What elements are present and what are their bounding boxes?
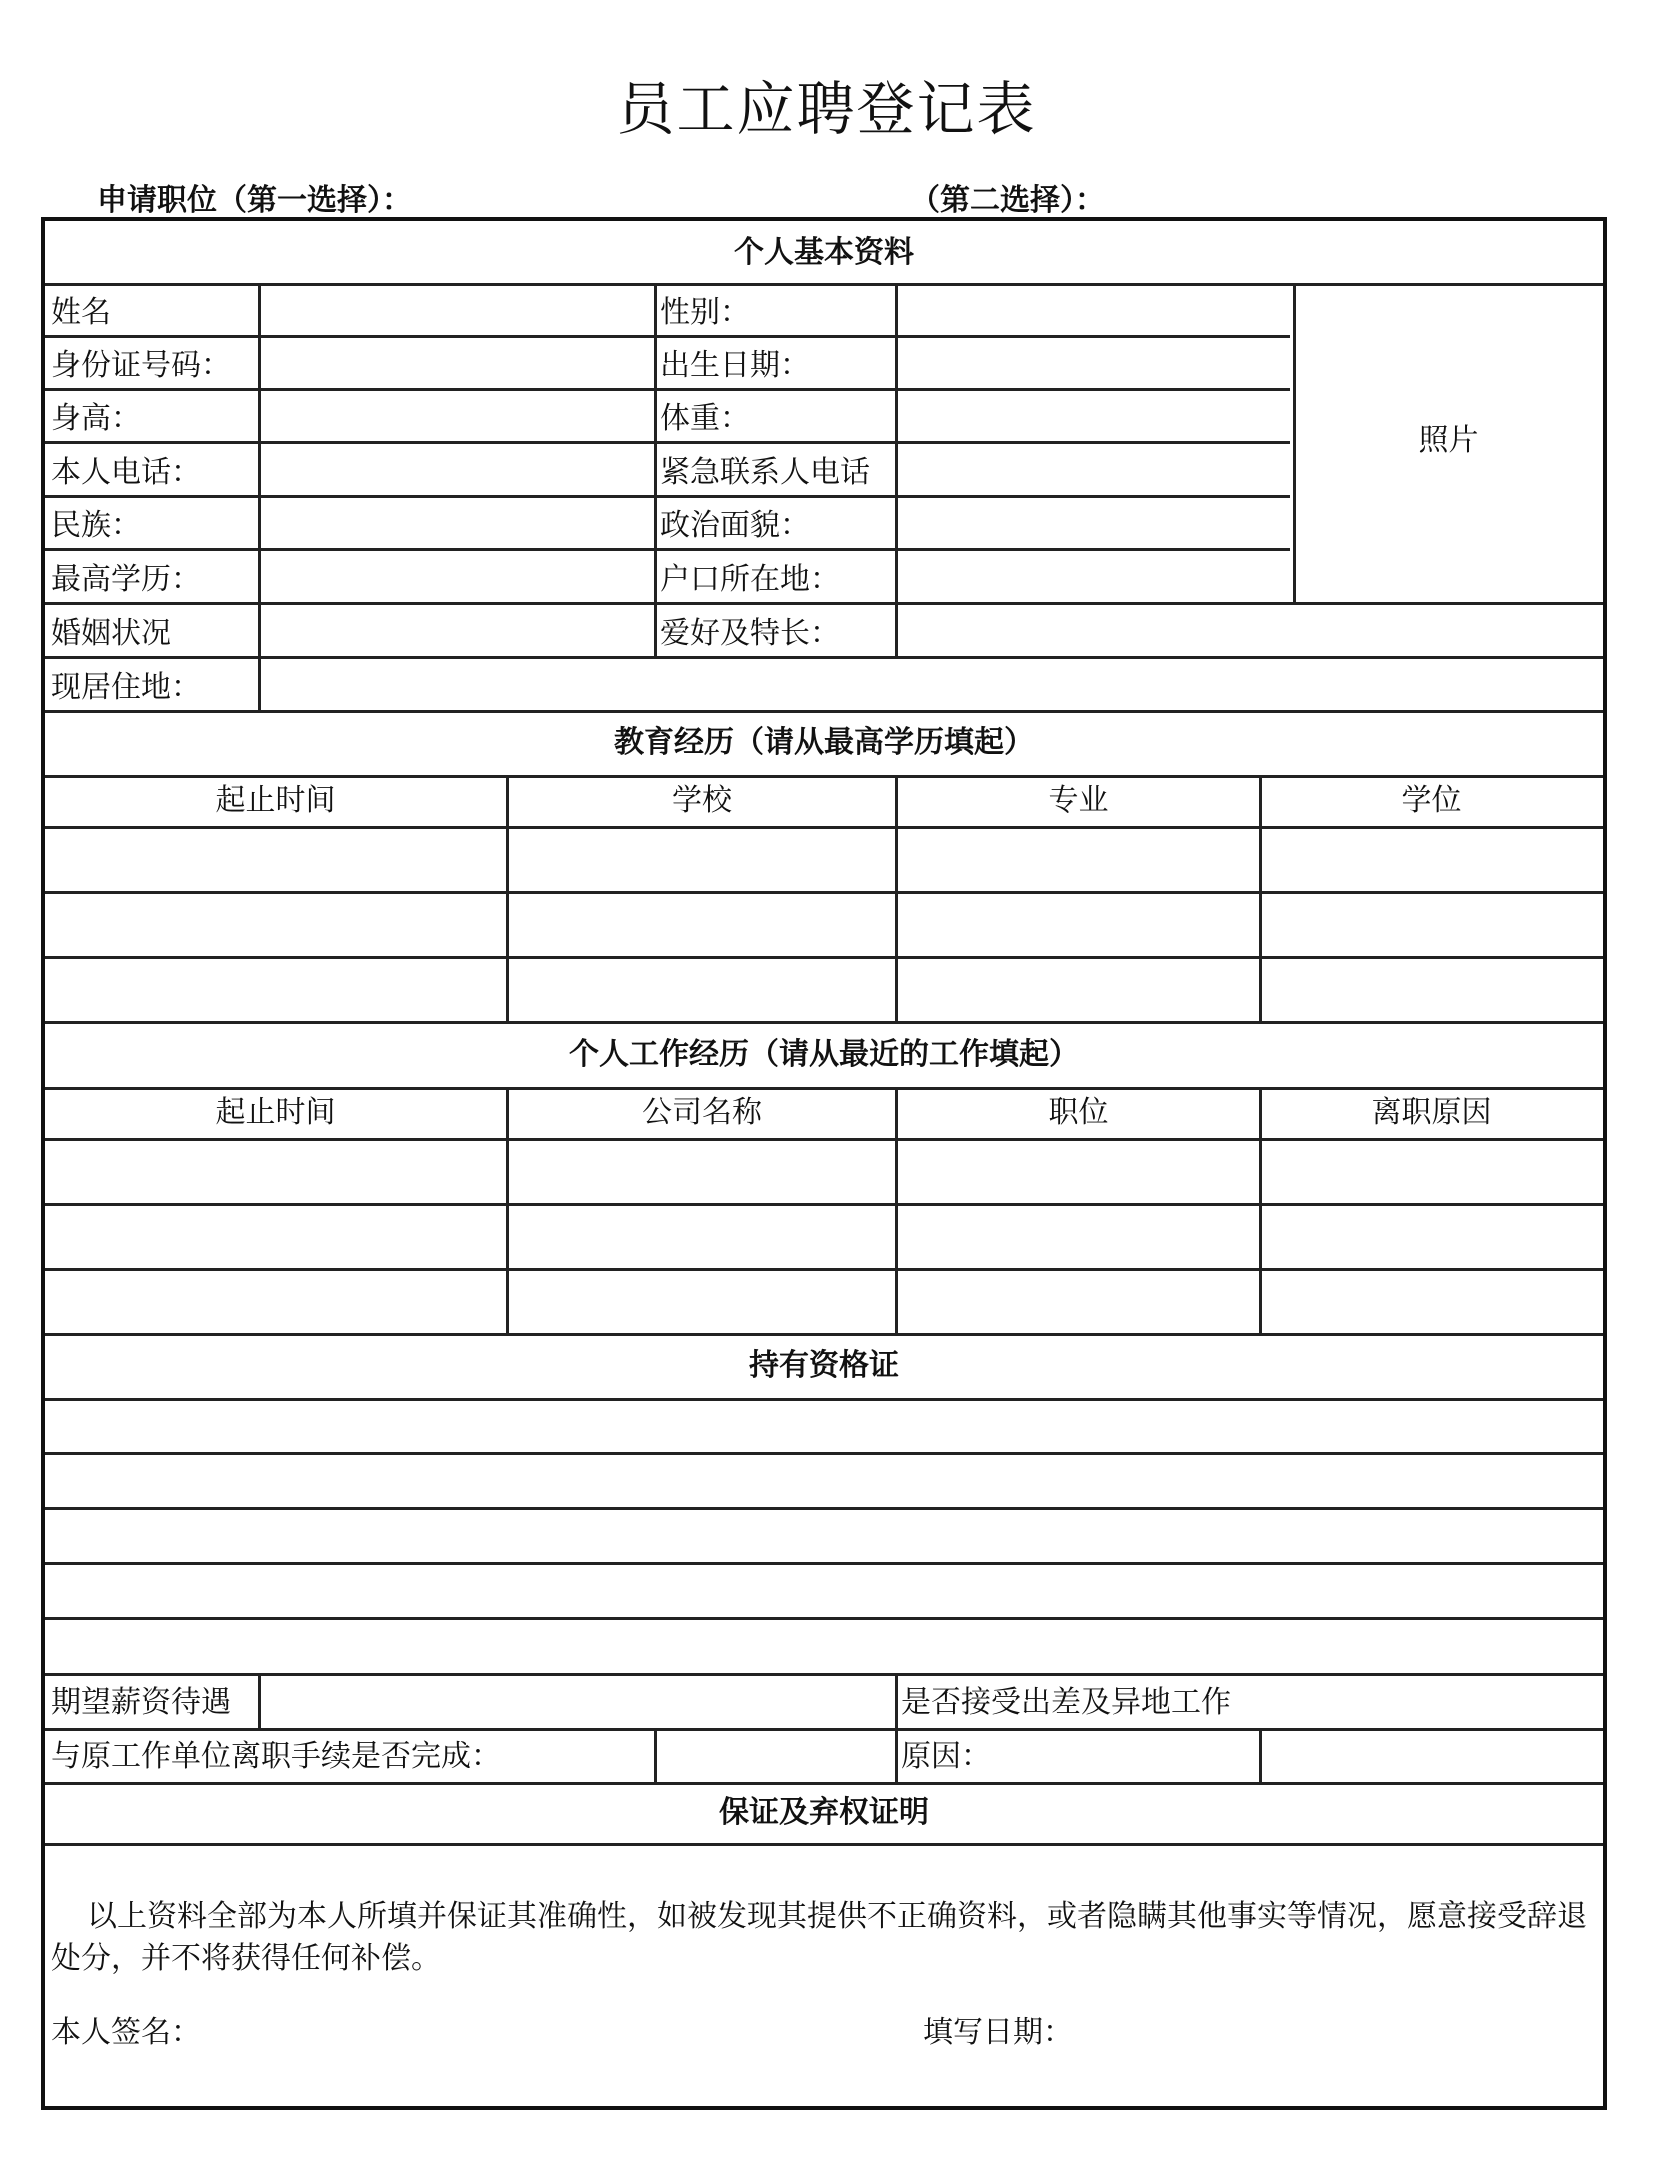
photo-label: 照片: [1418, 423, 1479, 458]
education-cell[interactable]: [45, 894, 506, 956]
section-header-declaration: 保证及弃权证明: [719, 1795, 929, 1830]
col-header-company: 公司名称: [642, 1095, 762, 1130]
certificate-row[interactable]: [45, 1565, 1601, 1617]
work-cell[interactable]: [45, 1141, 506, 1203]
marital-status-field[interactable]: [261, 605, 654, 656]
position-first-choice-label: 申请职位（第一选择）：: [97, 183, 412, 218]
col-header-leave-reason: 离职原因: [1371, 1095, 1492, 1130]
education-cell[interactable]: [898, 894, 1259, 956]
education-cell[interactable]: [1262, 959, 1601, 1021]
current-address-field[interactable]: [261, 659, 1601, 710]
expected-salary-field[interactable]: [261, 1676, 895, 1728]
label-hobbies: 爱好及特长：: [660, 616, 840, 651]
label-weight: 体重：: [660, 401, 750, 436]
work-cell[interactable]: [1262, 1141, 1601, 1203]
education-cell[interactable]: [45, 829, 506, 891]
label-id-number: 身份证号码：: [51, 348, 231, 383]
col-header-school: 学校: [672, 783, 732, 818]
household-registration-field[interactable]: [898, 551, 1293, 602]
height-field[interactable]: [261, 391, 654, 441]
work-cell[interactable]: [898, 1206, 1259, 1268]
work-cell[interactable]: [1262, 1206, 1601, 1268]
education-level-field[interactable]: [261, 551, 654, 602]
col-header-work-period: 起止时间: [215, 1095, 336, 1130]
divider: [45, 1087, 1603, 1090]
label-phone: 本人电话：: [51, 455, 201, 490]
education-cell[interactable]: [1262, 829, 1601, 891]
divider: [45, 1021, 1603, 1024]
work-cell[interactable]: [1262, 1271, 1601, 1333]
id-number-field[interactable]: [261, 338, 654, 388]
education-cell[interactable]: [898, 959, 1259, 1021]
label-fill-date: 填写日期：: [923, 2015, 1073, 2050]
label-marital-status: 婚姻状况: [51, 616, 171, 651]
position-second-choice-label: （第二选择）：: [910, 183, 1105, 218]
label-gender: 性别：: [660, 295, 750, 330]
reason-field[interactable]: [1262, 1731, 1601, 1782]
certificate-row[interactable]: [45, 1620, 1601, 1673]
form-table: [41, 217, 1607, 2110]
col-header-degree: 学位: [1401, 783, 1462, 818]
certificate-row[interactable]: [45, 1510, 1601, 1562]
label-household-registration: 户口所在地：: [660, 562, 840, 597]
divider: [654, 283, 657, 656]
name-field[interactable]: [261, 286, 654, 335]
col-header-job-title: 职位: [1048, 1095, 1109, 1130]
resignation-completed-field[interactable]: [657, 1731, 895, 1782]
label-ethnicity: 民族：: [51, 508, 141, 543]
photo-box[interactable]: [1296, 286, 1601, 602]
label-education-level: 最高学历：: [51, 562, 201, 597]
work-cell[interactable]: [509, 1206, 895, 1268]
label-resignation-completed: 与原工作单位离职手续是否完成：: [51, 1739, 501, 1774]
label-reason: 原因：: [901, 1739, 991, 1774]
divider: [45, 775, 1603, 778]
education-cell[interactable]: [509, 829, 895, 891]
education-cell[interactable]: [509, 894, 895, 956]
education-cell[interactable]: [1262, 894, 1601, 956]
divider: [895, 1673, 898, 1782]
label-name: 姓名: [51, 295, 111, 330]
education-cell[interactable]: [898, 829, 1259, 891]
certificate-row[interactable]: [45, 1401, 1601, 1452]
work-cell[interactable]: [898, 1271, 1259, 1333]
work-cell[interactable]: [509, 1141, 895, 1203]
section-header-certificates: 持有资格证: [749, 1348, 899, 1383]
emergency-contact-phone-field[interactable]: [898, 444, 1293, 495]
divider: [45, 1333, 1603, 1336]
label-emergency-contact-phone: 紧急联系人电话: [660, 455, 870, 490]
ethnicity-field[interactable]: [261, 498, 654, 548]
birth-date-field[interactable]: [898, 338, 1293, 388]
label-birth-date: 出生日期：: [660, 348, 810, 383]
work-cell[interactable]: [45, 1271, 506, 1333]
education-cell[interactable]: [509, 959, 895, 1021]
work-cell[interactable]: [898, 1141, 1259, 1203]
gender-field[interactable]: [898, 286, 1293, 335]
declaration-text: 以上资料全部为本人所填并保证其准确性，如被发现其提供不正确资料，或者隐瞒其他事实等情况，愿意接受辞退处分，并不将获得任何补偿。: [51, 1899, 1587, 1976]
label-business-travel: 是否接受出差及异地工作: [901, 1685, 1231, 1720]
work-cell[interactable]: [45, 1206, 506, 1268]
section-header-work: 个人工作经历（请从最近的工作填起）: [569, 1037, 1079, 1072]
label-height: 身高：: [51, 401, 141, 436]
section-header-basic-info: 个人基本资料: [734, 235, 914, 270]
form-title: 员工应聘登记表: [616, 75, 1037, 143]
education-cell[interactable]: [45, 959, 506, 1021]
political-status-field[interactable]: [898, 498, 1293, 548]
label-political-status: 政治面貌：: [660, 508, 810, 543]
label-expected-salary: 期望薪资待遇: [51, 1685, 231, 1720]
phone-field[interactable]: [261, 444, 654, 495]
divider: [45, 1843, 1603, 1846]
weight-field[interactable]: [898, 391, 1293, 441]
label-signature: 本人签名：: [51, 2015, 201, 2050]
certificate-row[interactable]: [45, 1455, 1601, 1507]
work-cell[interactable]: [509, 1271, 895, 1333]
label-current-address: 现居住地：: [51, 670, 201, 705]
col-header-major: 专业: [1048, 783, 1109, 818]
divider: [45, 1782, 1603, 1785]
section-header-education: 教育经历（请从最高学历填起）: [614, 725, 1034, 760]
col-header-period: 起止时间: [215, 783, 336, 818]
hobbies-field[interactable]: [898, 605, 1601, 656]
divider: [45, 710, 1603, 713]
